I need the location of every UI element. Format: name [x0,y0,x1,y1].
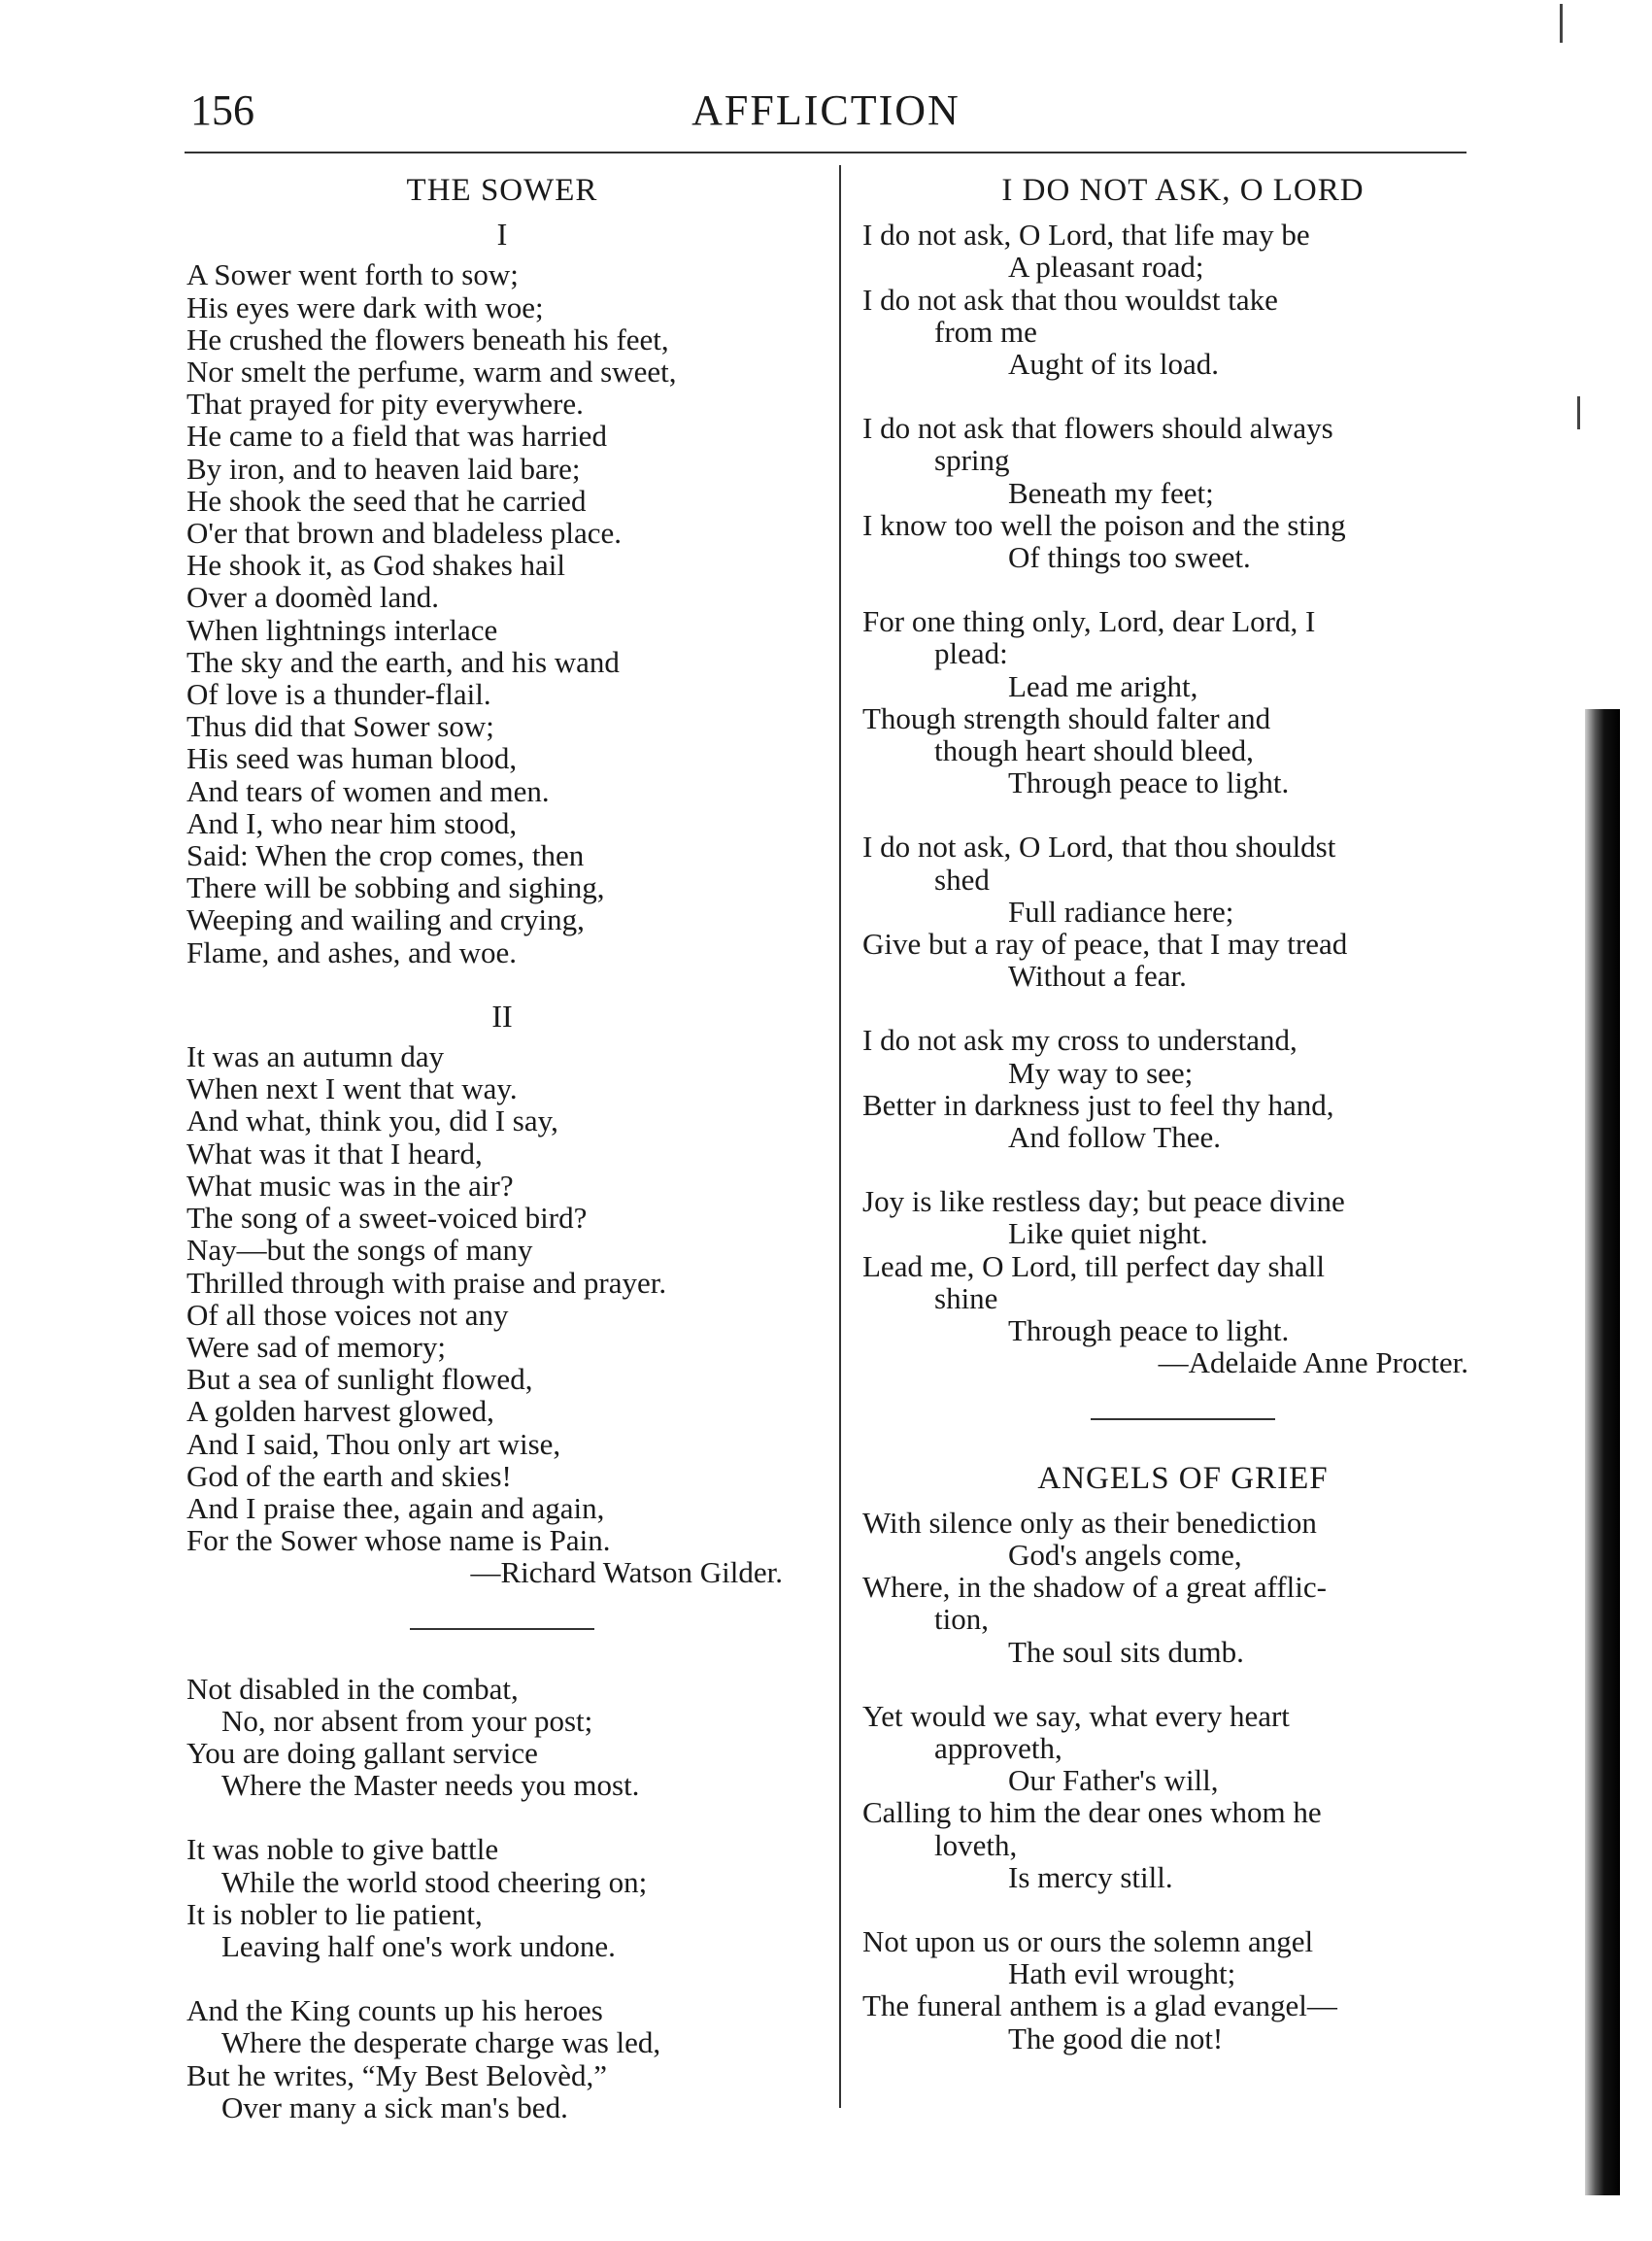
poem-line: I do not ask my cross to understand, [862,1023,1298,1058]
poem-line: No, nor absent from your post; [221,1703,593,1738]
poem-title-angels: ANGELS OF GRIEF [1037,1460,1329,1496]
stanza [862,1700,1503,1893]
poem-line: Aught of its load. [1008,347,1219,382]
poem-line: When lightnings interlace [186,612,498,647]
poem-line: There will be sobbing and sighing, [186,870,605,905]
poem-line: Weeping and wailing and crying, [186,902,585,937]
poem-line: shine [934,1280,998,1315]
stanza [862,605,1503,798]
header-rule [185,152,1467,153]
poem-line: That prayed for pity everywhere. [186,387,584,422]
poem-line: Our Father's will, [1008,1763,1219,1798]
poem-line: Like quiet night. [1008,1216,1208,1251]
poem-line: And the King counts up his heroes [186,1993,603,2028]
stanza [862,831,1503,992]
poem-line: It was noble to give battle [186,1832,499,1867]
poem-line: I do not ask, O Lord, that life may be [862,218,1310,253]
poem-line: Yet would we say, what every heart [862,1698,1290,1733]
poem-line: And what, think you, did I say, [186,1104,558,1138]
poem-line: Where the desperate charge was led, [221,2025,661,2060]
poem-line: God of the earth and skies! [186,1458,512,1493]
poem-line: And tears of women and men. [186,773,550,808]
poem-line: But a sea of sunlight flowed, [186,1362,533,1397]
stanza [186,1040,818,1588]
stanza [186,1833,818,1962]
poem-line: With silence only as their benediction [862,1505,1317,1540]
stanza [186,258,818,968]
poem-line: approveth, [934,1730,1062,1765]
margin-tick [1577,396,1580,429]
poem-line: spring [934,443,1010,478]
poem-line: Over many a sick man's bed. [221,2089,568,2124]
stanza [862,219,1503,380]
attribution: —Richard Watson Gilder. [470,1555,783,1590]
stanza [186,1994,818,2123]
section-number: I [496,217,508,253]
poem-line: shed [934,862,990,897]
stanza [862,1185,1503,1378]
poem-line: He crushed the flowers beneath his feet, [186,322,669,357]
poem-line: The sky and the earth, and his wand [186,644,620,679]
poem-line: though heart should bleed, [934,733,1254,768]
poem-line: Nay—but the songs of many [186,1233,533,1268]
poem-line: Joy is like restless day; but peace divine [862,1184,1345,1219]
poem-line: Better in darkness just to feel thy hand, [862,1087,1334,1122]
stanza [862,412,1503,573]
section-number: II [491,998,513,1034]
poem-line: A pleasant road; [1008,250,1204,285]
poem-line: The funeral anthem is a glad evangel— [862,1988,1337,2023]
poem-line: Over a doomèd land. [186,580,439,615]
poem-line: Thrilled through with praise and prayer. [186,1265,667,1300]
poem-line: Leaving half one's work undone. [221,1928,616,1963]
column-divider [839,165,841,2108]
poem-line: The soul sits dumb. [1008,1634,1244,1669]
poem-line: plead: [934,636,1008,671]
poem-line: O'er that brown and bladeless place. [186,516,623,551]
poem-line: I do not ask, O Lord, that thou shouldst [862,830,1336,865]
stanza [862,1024,1503,1153]
poem-line: It is nobler to lie patient, [186,1896,483,1931]
poem-line: Said: When the crop comes, then [186,838,585,873]
poem-title-ask: I DO NOT ASK, O LORD [1001,173,1365,208]
poem-line: Calling to him the dear ones whom he [862,1795,1322,1830]
poem-line: While the world stood cheering on; [221,1864,648,1899]
poem-line: from me [934,314,1037,349]
margin-tick [1560,4,1563,43]
poem-line: A Sower went forth to sow; [186,257,519,292]
margin-scan-shadow [1585,709,1620,2195]
poem-line: And I said, Thou only art wise, [186,1426,561,1461]
poem-line: God's angels come, [1008,1537,1242,1572]
poem-line: Of love is a thunder-flail. [186,677,491,712]
poem-line: Flame, and ashes, and woe. [186,934,518,969]
poem-line: And follow Thee. [1008,1120,1221,1155]
poem-line: His eyes were dark with woe; [186,289,544,324]
poem-line: It was an autumn day [186,1039,445,1074]
poem-line: Nor smelt the perfume, warm and sweet, [186,355,677,390]
poem-line: For one thing only, Lord, dear Lord, I [862,604,1316,639]
poem-line: loveth, [934,1827,1018,1862]
poem-line: Through peace to light. [1008,765,1290,800]
poem-line: Lead me, O Lord, till perfect day shall [862,1248,1326,1283]
page-number: 156 [190,86,254,134]
poem-line: What music was in the air? [186,1168,514,1203]
poem-title-sower: THE SOWER [406,173,598,208]
poem-line: Where the Master needs you most. [221,1768,640,1803]
separator-rule [410,1628,594,1630]
poem-line: Not disabled in the combat, [186,1671,519,1706]
poem-line: Of things too sweet. [1008,540,1251,575]
poem-line: I know too well the poison and the sting [862,507,1346,542]
poem-line: Where, in the shadow of a great afflic- [862,1570,1327,1605]
running-head: AFFLICTION [691,86,961,134]
poem-line: The good die not! [1008,2020,1224,2055]
poem-line: Of all those voices not any [186,1297,509,1332]
stanza [862,1925,1503,2054]
poem-line: I do not ask that flowers should always [862,411,1333,446]
poem-line: I do not ask that thou wouldst take [862,282,1278,317]
poem-line: Without a fear. [1008,959,1187,994]
poem-line: Though strength should falter and [862,700,1271,735]
poem-line: When next I went that way. [186,1071,518,1106]
poem-line: But he writes, “My Best Belovèd,” [186,2057,608,2092]
poem-line: Give but a ray of peace, that I may tread [862,927,1348,962]
poem-line: Lead me aright, [1008,668,1198,703]
stanza [186,1673,818,1802]
poem-line: Is mercy still. [1008,1859,1173,1894]
poem-line: A golden harvest glowed, [186,1394,494,1429]
left-column [186,175,818,2123]
poem-line: He shook the seed that he carried [186,483,587,518]
poem-line: Beneath my feet; [1008,475,1214,510]
poem-line: Thus did that Sower sow; [186,709,494,744]
poem-line: Were sad of memory; [186,1329,446,1364]
poem-line: What was it that I heard, [186,1136,483,1171]
poem-line: And I, who near him stood, [186,805,518,840]
poem-line: Not upon us or ours the solemn angel [862,1923,1314,1958]
poem-line: By iron, and to heaven laid bare; [186,451,581,486]
poem-line: His seed was human blood, [186,741,518,776]
poem-line: You are doing gallant service [186,1735,538,1770]
poem-line: He shook it, as God shakes hail [186,548,566,583]
poem-line: Through peace to light. [1008,1313,1290,1348]
attribution: —Adelaide Anne Procter. [1158,1345,1468,1380]
poem-line: The song of a sweet-voiced bird? [186,1201,588,1236]
right-column [862,175,1503,2054]
poem-line: Full radiance here; [1008,894,1234,929]
poem-line: tion, [934,1602,989,1637]
poem-line: My way to see; [1008,1055,1194,1090]
poem-line: For the Sower whose name is Pain. [186,1523,611,1558]
poem-line: And I praise thee, again and again, [186,1490,605,1525]
stanza [862,1507,1503,1668]
poem-line: Hath evil wrought; [1008,1956,1236,1991]
poem-line: He came to a field that was harried [186,419,607,454]
separator-rule [1091,1418,1275,1420]
